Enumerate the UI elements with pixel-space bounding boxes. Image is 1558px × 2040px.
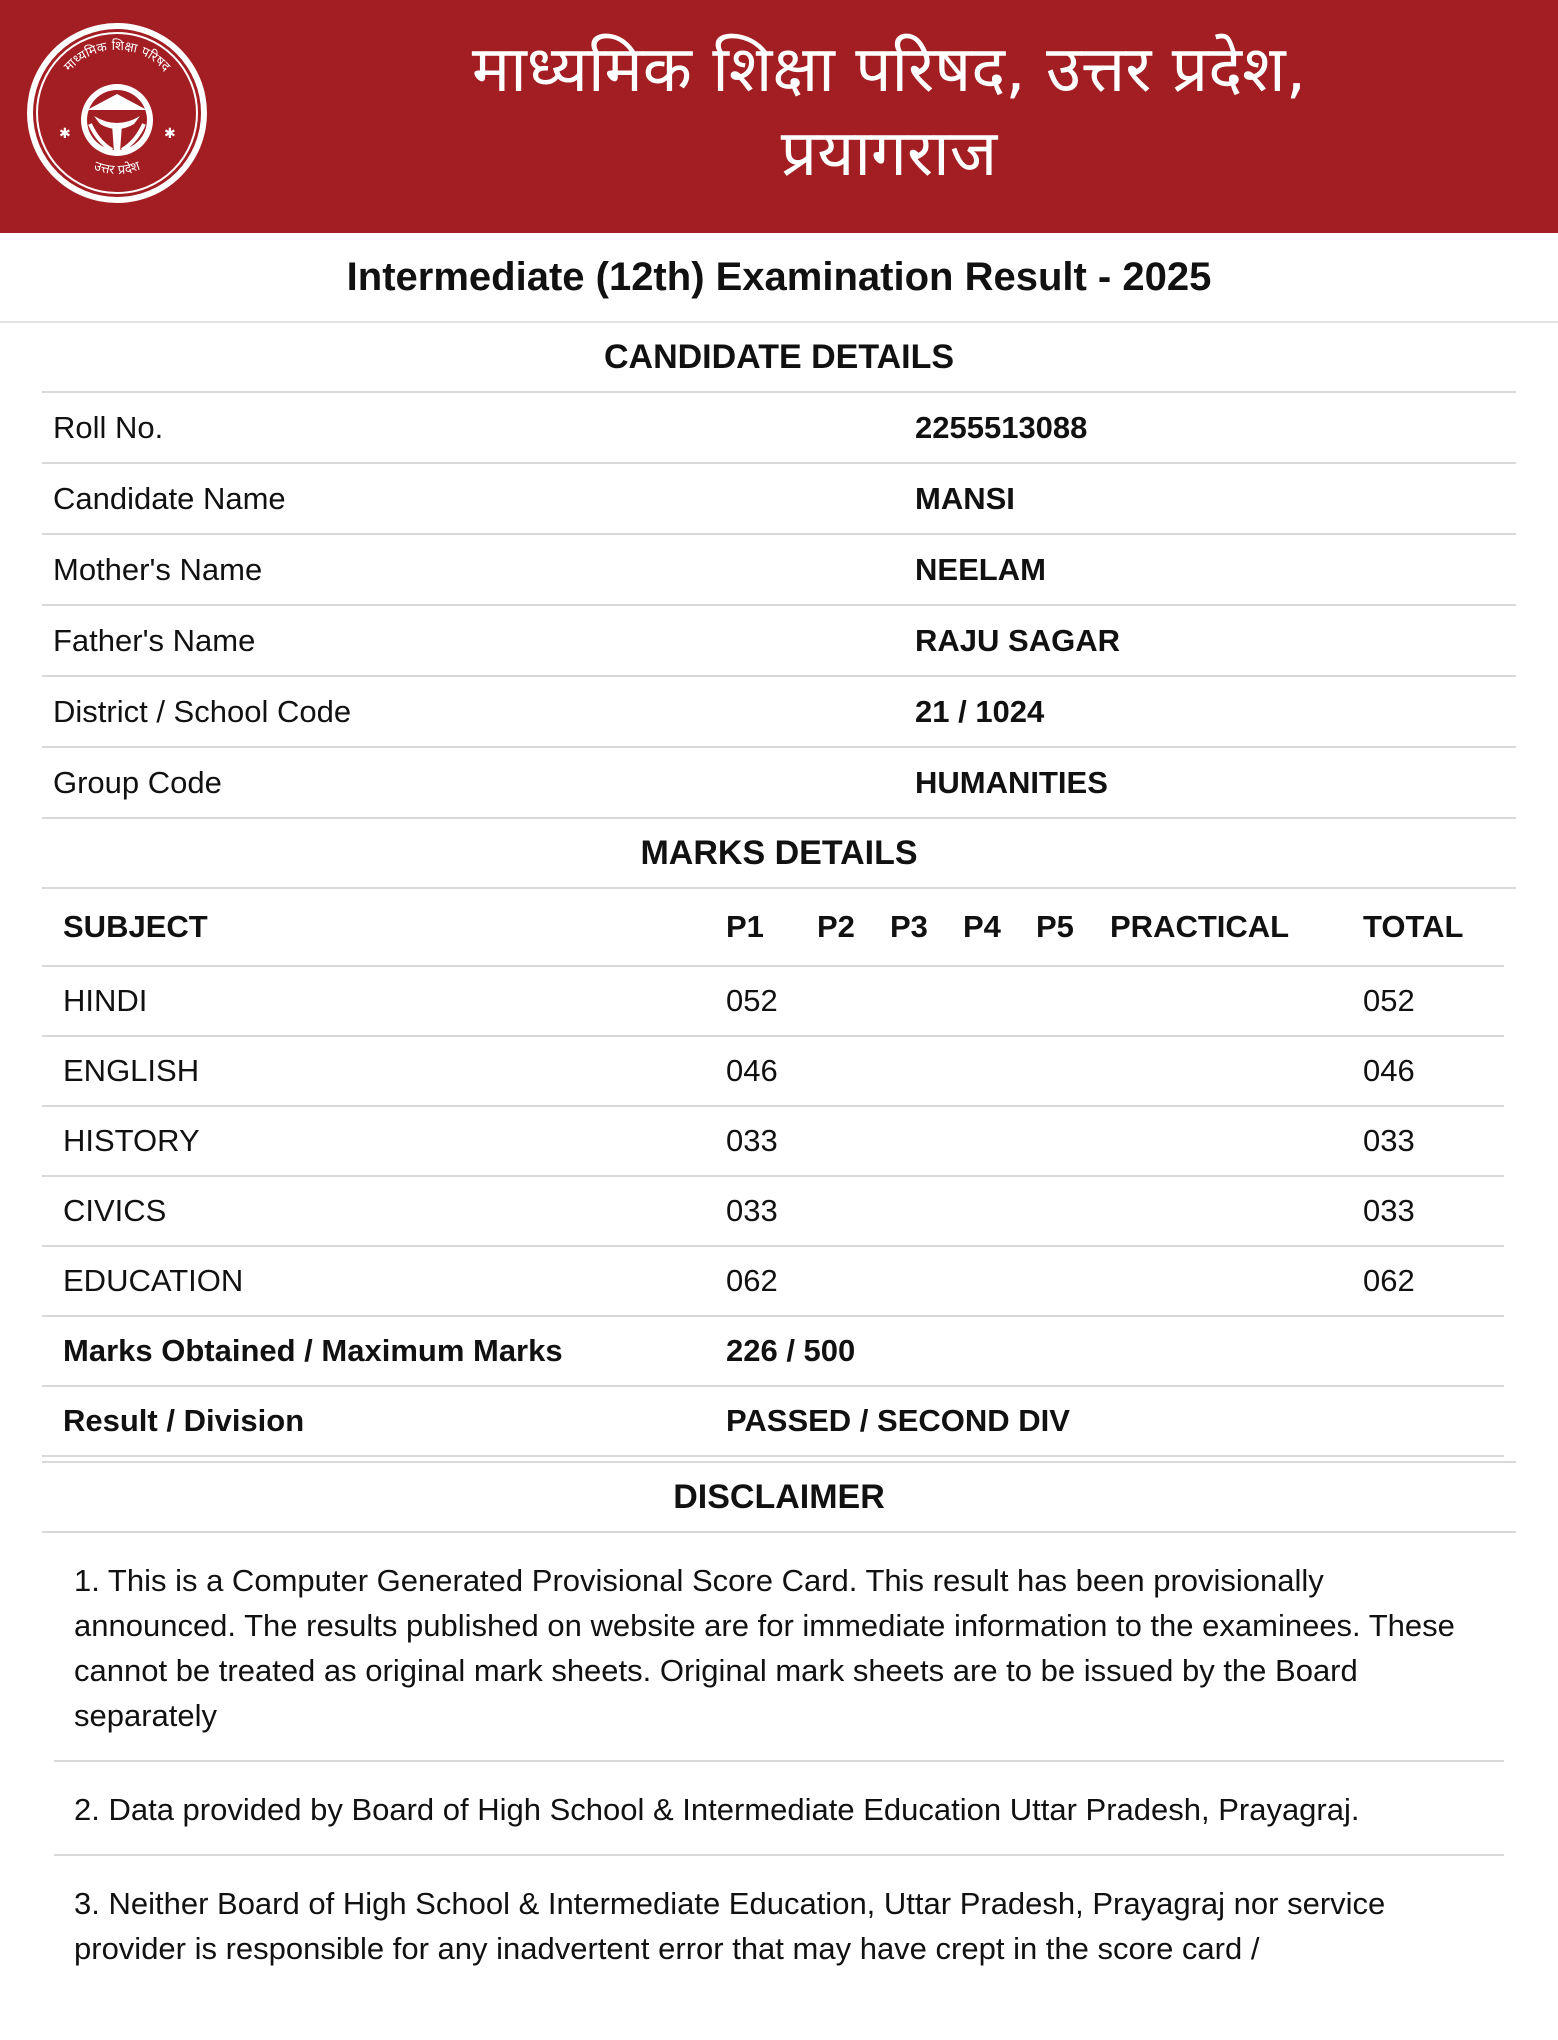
marks-table [42,889,1504,1457]
detail-row-candidate-name [42,464,1516,535]
p4-cell [963,1176,1036,1246]
total-cell: 033 [1363,1176,1504,1246]
svg-text:✱: ✱ [164,126,176,142]
total-cell: 033 [1363,1106,1504,1176]
total-cell: 046 [1363,1036,1504,1106]
marks-header-row [42,889,1504,966]
p4-cell [963,1036,1036,1106]
p1-cell: 062 [726,1246,817,1316]
p5-cell [1036,1106,1110,1176]
p5-cell [1036,1246,1110,1316]
table-row [42,1106,1504,1176]
table-row [42,1176,1504,1246]
p3-cell [890,966,963,1036]
logo-text-top: माध्यमिक शिक्षा परिषद [61,38,173,75]
p1-cell: 033 [726,1176,817,1246]
total-cell: 052 [1363,966,1504,1036]
detail-value: 2255513088 [915,409,1088,445]
candidate-details-heading: CANDIDATE DETAILS [42,323,1516,393]
practical-cell [1110,1176,1363,1246]
col-p1: P1 [726,889,817,966]
col-subject: SUBJECT [42,889,726,966]
p3-cell [890,1246,963,1316]
subject-cell: ENGLISH [42,1036,726,1106]
result-label: Result / Division [42,1386,726,1456]
detail-label: Roll No. [53,409,164,445]
detail-value: MANSI [915,480,1015,516]
detail-label: Father's Name [53,622,256,658]
detail-value: 21 / 1024 [915,693,1045,729]
marks-obtained-label: Marks Obtained / Maximum Marks [42,1316,726,1386]
detail-row-district-school-code [42,677,1516,748]
subject-cell: CIVICS [42,1176,726,1246]
p3-cell [890,1176,963,1246]
practical-cell [1110,1036,1363,1106]
p4-cell [963,966,1036,1036]
p4-cell [963,1246,1036,1316]
board-title-line1: माध्यमिक शिक्षा परिषद, उत्तर प्रदेश, [471,33,1307,107]
marks-details-heading: MARKS DETAILS [42,819,1516,889]
col-p5: P5 [1036,889,1110,966]
table-row [42,1246,1504,1316]
p2-cell [817,1176,890,1246]
table-row [42,966,1504,1036]
p2-cell [817,1106,890,1176]
table-row [42,1036,1504,1106]
disclaimer-item-3: 3. Neither Board of High School & Intermediate Education, Uttar Pradesh, Prayagraj nor service provider is responsible for any inadvertent error that may have crept in the score card / [74,1886,1386,1966]
board-title-line2: प्रयागराज [780,117,998,191]
practical-cell [1110,1106,1363,1176]
detail-row-roll-no [42,393,1516,464]
detail-label: Candidate Name [53,480,286,516]
marks-obtained-row [42,1316,1504,1386]
result-value: PASSED / SECOND DIV [726,1386,1504,1456]
logo-text-bottom: उत्तर प्रदेश [91,158,143,179]
detail-value: NEELAM [915,551,1046,587]
disclaimer-heading: DISCLAIMER [42,1463,1516,1533]
disclaimer-item-1: 1. This is a Computer Generated Provisional Score Card. This result has been provisionally announced. The results published on website are for immediate information to the examinees. These cannot be treated as original mark sheets. Original mark sheets are to be issued by the Board separately [54,1533,1504,1762]
p5-cell [1036,966,1110,1036]
board-emblem-icon [24,20,210,206]
p3-cell [890,1036,963,1106]
disclaimer-item-2: 2. Data provided by Board of High School & Intermediate Education Uttar Pradesh, Prayagraj. [54,1762,1504,1856]
total-cell: 062 [1363,1246,1504,1316]
p5-cell [1036,1036,1110,1106]
p3-cell [890,1106,963,1176]
detail-value: HUMANITIES [915,764,1108,800]
p2-cell [817,966,890,1036]
practical-cell [1110,1246,1363,1316]
detail-value: RAJU SAGAR [915,622,1120,658]
p1-cell: 052 [726,966,817,1036]
detail-row-father-name [42,606,1516,677]
candidate-details-section [42,323,1516,1993]
board-title [250,28,1528,196]
subject-cell: HINDI [42,966,726,1036]
p2-cell [817,1246,890,1316]
p1-cell: 046 [726,1036,817,1106]
marks-obtained-value: 226 / 500 [726,1316,1504,1386]
col-p3: P3 [890,889,963,966]
detail-row-mother-name [42,535,1516,606]
col-total: TOTAL [1363,889,1504,966]
subject-cell: HISTORY [42,1106,726,1176]
col-p2: P2 [817,889,890,966]
exam-title: Intermediate (12th) Examination Result - 2025 [0,233,1558,323]
p4-cell [963,1106,1036,1176]
practical-cell [1110,966,1363,1036]
detail-label: District / School Code [53,693,352,729]
svg-text:✱: ✱ [59,126,71,142]
col-practical: PRACTICAL [1110,889,1363,966]
detail-row-group-code [42,748,1516,819]
p2-cell [817,1036,890,1106]
col-p4: P4 [963,889,1036,966]
p1-cell: 033 [726,1106,817,1176]
p5-cell [1036,1176,1110,1246]
subject-cell: EDUCATION [42,1246,726,1316]
detail-label: Mother's Name [53,551,263,587]
detail-label: Group Code [53,764,222,800]
page-header [0,0,1558,233]
result-row [42,1386,1504,1456]
